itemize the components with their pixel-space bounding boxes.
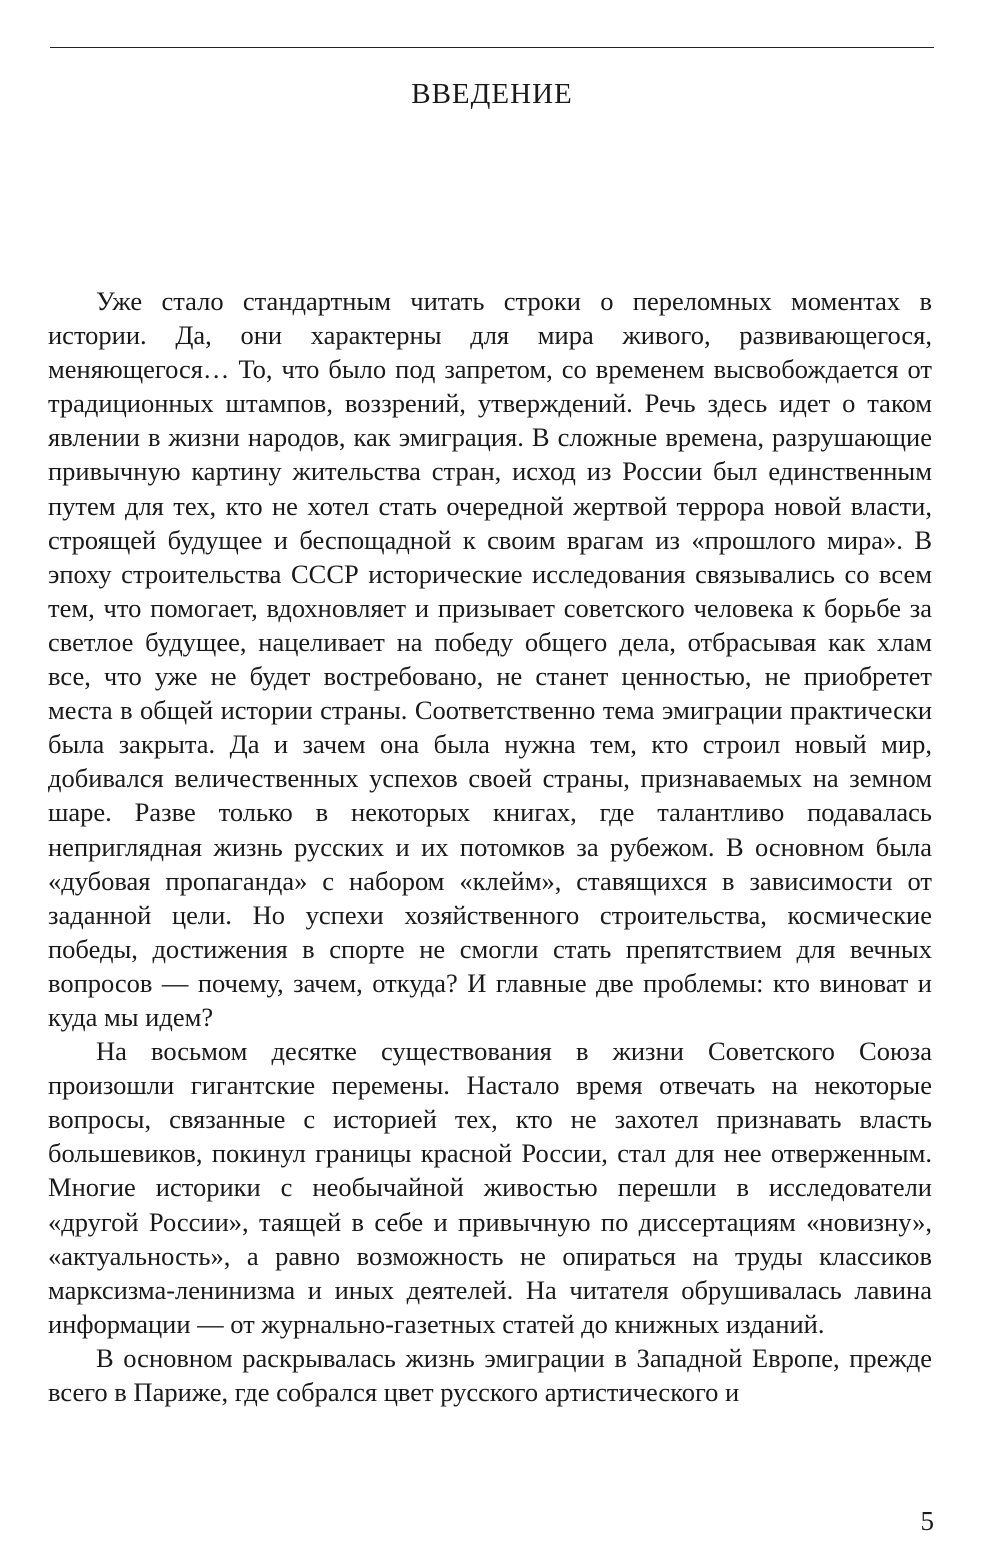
paragraph-1: Уже стало стандартным читать строки о переломных моментах в истории. Да, они характерны для мира живого, развивающегося, меняющегося… То, что было под запретом, со временем высвобождается от традиционных штампов, воззрений, утверждений. Речь здесь идет о таком явлении в жизни народов, как эмиграция. В сложные времена, разрушающие привычную картину жительства стран, исход из России был единственным путем для тех, кто не хотел стать очередной жертвой террора новой власти, строящей будущее и беспощадной к своим врагам из «прошлого мира». В эпоху строительства СССР исторические исследования связывались со всем тем, что помогает, вдохновляет и призывает советского человека к борьбе за светлое будущее, нацеливает на победу общего дела, отбрасывая как хлам все, что уже не будет востребовано, не станет ценностью, не приобретет места в общей истории страны. Соответственно тема эмиграции практически была закрыта. Да и зачем она была нужна тем, кто строил новый мир, добивался величественных успехов своей страны, признаваемых на земном шаре. Разве только в некоторых книгах, где талантливо подавалась неприглядная жизнь русских и их потомков за рубежом. В основном была «дубовая пропаганда» с набором «клейм», ставящихся в зависимости от заданной цели. Но успехи хозяйственного строительства, космические победы, достижения в спорте не смогли стать препятствием для вечных вопросов — почему, зачем, откуда? И главные две проблемы: кто виноват и куда мы идем? bbox=[48, 286, 932, 1032]
page-number: 5 bbox=[920, 1506, 934, 1536]
paragraph-3: В основном раскрывалась жизнь эмиграции в Западной Европе, прежде всего в Париже, где собрался цвет русского артистического и bbox=[48, 1342, 932, 1407]
top-rule bbox=[50, 47, 934, 48]
body-text bbox=[48, 284, 932, 1409]
chapter-title: ВВЕДЕНИЕ bbox=[411, 78, 573, 110]
paragraph-2: На восьмом десятке существования в жизни Советского Союза произошли гигантские перемены. Настало время отвечать на некоторые вопросы, связанные с историей тех, кто не захотел признавать власть большевиков, покинул границы красной России, стал для нее отверженным. Многие историки с необычайной живостью перешли в исследователи «другой России», таящей в себе и привычную по диссертациям «новизну», «актуальность», а равно возможность не опираться на труды классиков марксизма-ленинизма и иных деятелей. На читателя обрушивалась лавина информации — от журнально-газетных статей до книжных изданий. bbox=[48, 1036, 932, 1339]
